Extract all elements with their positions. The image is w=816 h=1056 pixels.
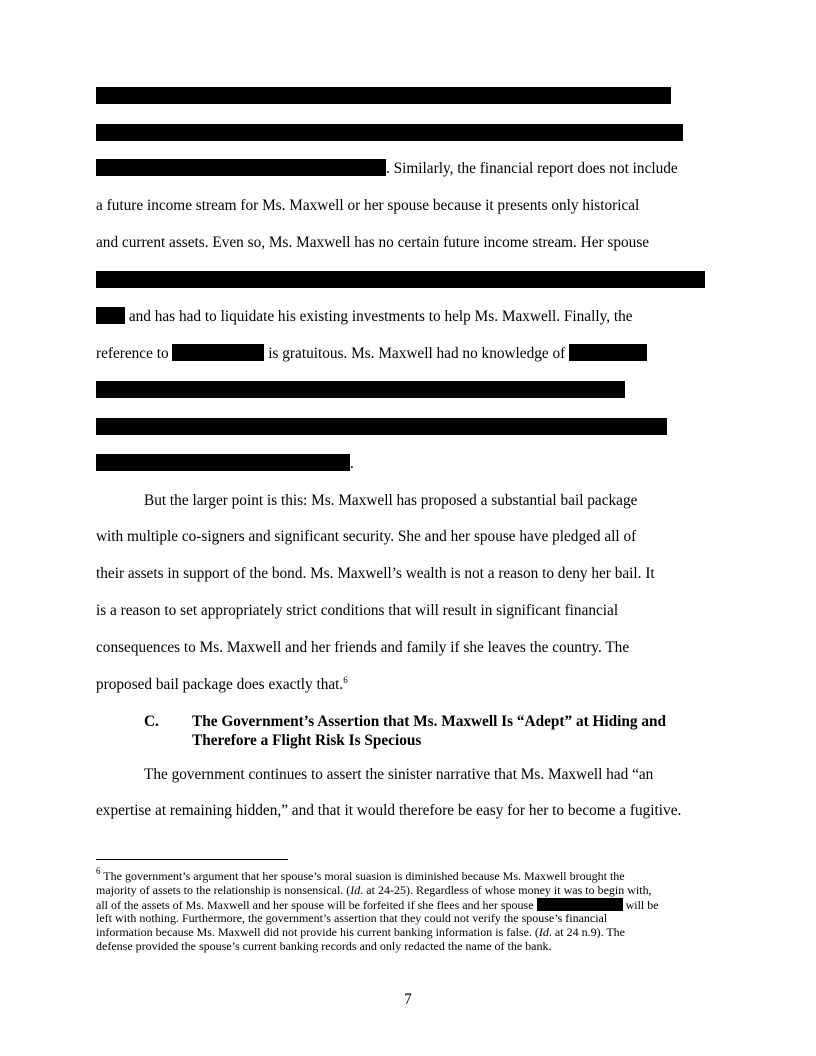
section-heading: Therefore a Flight Risk Is Specious xyxy=(192,732,422,749)
redaction-bar xyxy=(96,271,705,288)
body-line: a future income stream for Ms. Maxwell or her spouse because it presents only historical xyxy=(96,197,640,214)
paragraph-line: is a reason to set appropriately strict conditions that will result in significant financial xyxy=(96,602,619,619)
body-line: and current assets. Even so, Ms. Maxwell has no certain future income stream. Her spouse xyxy=(96,234,650,251)
body-line: . Similarly, the financial report does not include xyxy=(96,159,678,179)
redaction-inline xyxy=(96,454,350,471)
redaction-bar xyxy=(96,381,625,398)
section-heading: The Government’s Assertion that Ms. Maxwell Is “Adept” at Hiding and xyxy=(192,713,667,730)
footnote-separator xyxy=(96,859,288,860)
redaction-bar xyxy=(96,87,671,104)
footnote-line: all of the assets of Ms. Maxwell and her spouse will be forfeited if she flees and her spouse will be xyxy=(96,898,659,912)
redaction-inline xyxy=(569,344,647,361)
paragraph-line: But the larger point is this: Ms. Maxwell has proposed a substantial bail package xyxy=(144,492,638,509)
redaction-inline xyxy=(172,344,264,361)
footnote-line: left with nothing. Furthermore, the government’s assertion that they could not verify the spouse’s financial xyxy=(96,911,608,925)
paragraph-line: consequences to Ms. Maxwell and her friends and family if she leaves the country. The xyxy=(96,639,630,656)
redaction-inline xyxy=(537,898,623,911)
page-number: 7 xyxy=(404,991,412,1008)
footnote-line: majority of assets to the relationship is nonsensical. (Id. at 24-25). Regardless of whose money it was to begin with, xyxy=(96,883,652,897)
footnote-line: $^6$ The government’s argument that her spouse’s moral suasion is diminished because Ms. Maxwell brought the xyxy=(96,866,625,883)
body-line: reference to is gratuitous. Ms. Maxwell had no knowledge of xyxy=(96,344,647,364)
body-line: and has had to liquidate his existing investments to help Ms. Maxwell. Finally, the xyxy=(96,307,633,327)
redaction-bar xyxy=(96,418,667,435)
footnote-line: information because Ms. Maxwell did not provide his current banking information is false. (Id. at 24 n.9). The xyxy=(96,925,626,939)
paragraph-line: expertise at remaining hidden,” and that it would therefore be easy for her to become a fugitive. xyxy=(96,802,682,819)
paragraph-line: The government continues to assert the sinister narrative that Ms. Maxwell had “an xyxy=(144,766,654,783)
redaction-inline xyxy=(96,307,125,324)
footnote-line: defense provided the spouse’s current banking records and only redacted the name of the bank. xyxy=(96,939,552,953)
redaction-bar xyxy=(96,124,683,141)
paragraph-line: proposed bail package does exactly that.$^6$ xyxy=(96,675,348,693)
body-line: . xyxy=(96,454,354,474)
redaction-inline xyxy=(96,159,386,176)
paragraph-line: with multiple co-signers and significant security. She and her spouse have pledged all of xyxy=(96,528,637,545)
paragraph-line: their assets in support of the bond. Ms. Maxwell’s wealth is not a reason to deny her bail. It xyxy=(96,565,655,582)
footnote-number: 6 xyxy=(96,866,101,876)
section-label: C. xyxy=(144,713,159,730)
footnote-reference[interactable]: 6 xyxy=(343,675,348,685)
